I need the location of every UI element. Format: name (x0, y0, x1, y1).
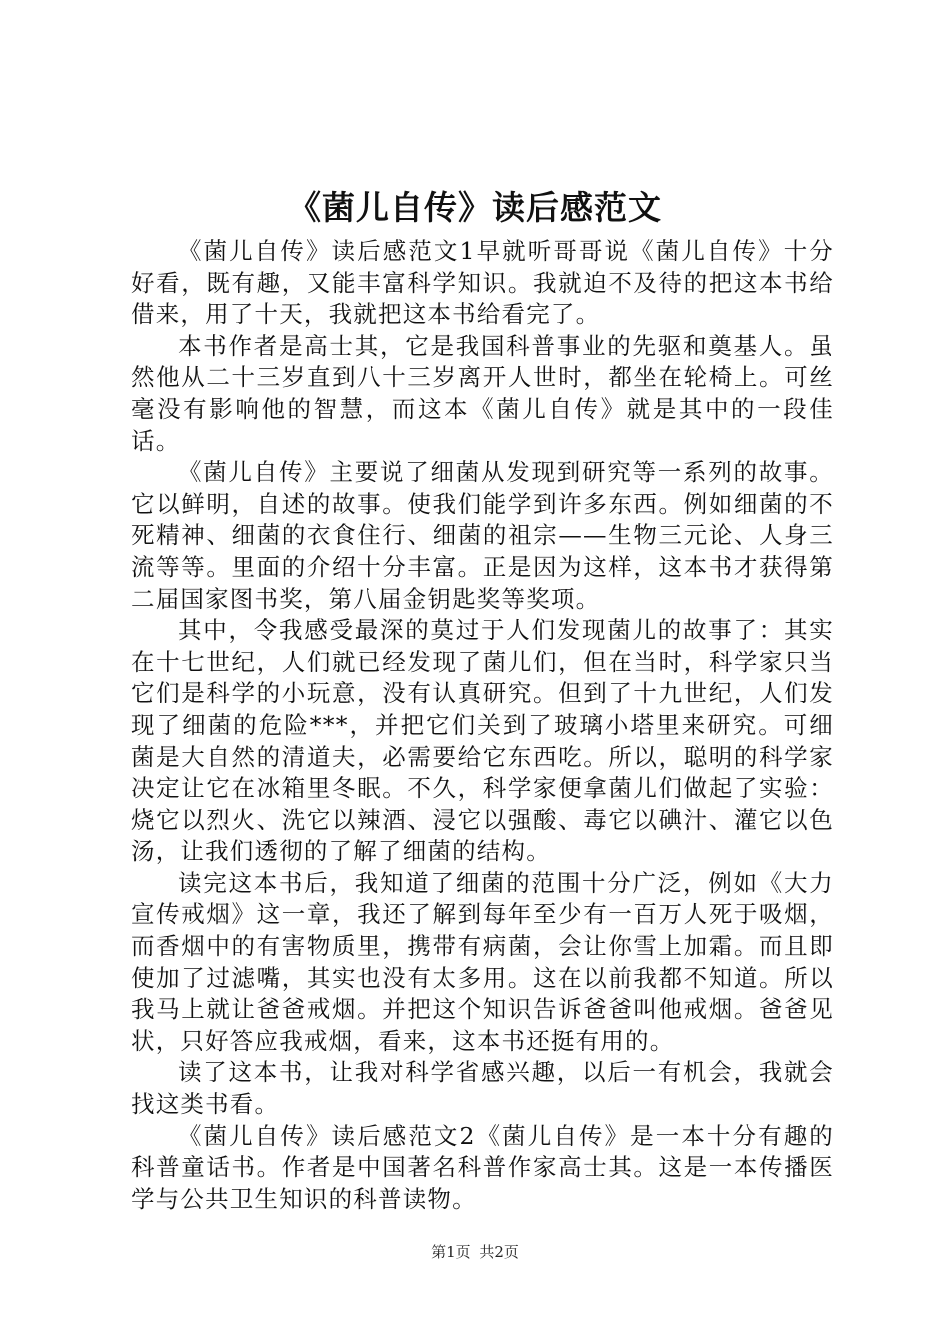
paragraph-5: 读完这本书后，我知道了细菌的范围十分广泛，例如《大力宣传戒烟》这一章，我还了解到每年至少有一百万人死于吸烟，而香烟中的有害物质里，携带有病菌，会让你雪上加霜。而且即使加了过滤嘴，其实也没有太多用。这在以前我都不知道。所以我马上就让爸爸戒烟。并把这个知识告诉爸爸叫他戒烟。爸爸见状，只好答应我戒烟，看来，这本书还挺有用的。 (131, 868, 834, 1055)
paragraph-6: 读了这本书，让我对科学省感兴趣，以后一有机会，我就会找这类书看。 (131, 1058, 834, 1119)
document-body (131, 236, 834, 1215)
document-title: 《菌儿自传》读后感范文 (288, 188, 662, 227)
page-total: 共2页 (479, 1243, 519, 1261)
page-number: 第1页 (431, 1243, 471, 1261)
paragraph-3: 《菌儿自传》主要说了细菌从发现到研究等一系列的故事。它以鲜明，自述的故事。使我们能学到许多东西。例如细菌的不死精神、细菌的衣食住行、细菌的祖宗——生物三元论、人身三流等等。里面的介绍十分丰富。正是因为这样，这本书才获得第二届国家图书奖，第八届金钥匙奖等奖项。 (131, 458, 834, 613)
paragraph-7: 《菌儿自传》读后感范文2《菌儿自传》是一本十分有趣的科普童话书。作者是中国著名科普作家高士其。这是一本传播医学与公共卫生知识的科普读物。 (131, 1121, 834, 1213)
paragraph-4: 其中，令我感受最深的莫过于人们发现菌儿的故事了：其实在十七世纪，人们就已经发现了菌儿们，但在当时，科学家只当它们是科学的小玩意，没有认真研究。但到了十九世纪，人们发现了细菌的危险***，并把它们关到了玻璃小塔里来研究。可细菌是大自然的清道夫，必需要给它东西吃。所以，聪明的科学家决定让它在冰箱里冬眠。不久，科学家便拿菌儿们做起了实验：烧它以烈火、洗它以辣酒、浸它以强酸、毒它以碘汁、灌它以色汤，让我们透彻的了解了细菌的结构。 (131, 616, 834, 866)
paragraph-1: 《菌儿自传》读后感范文1早就听哥哥说《菌儿自传》十分好看，既有趣，又能丰富科学知识。我就迫不及待的把这本书给借来，用了十天，我就把这本书给看完了。 (131, 237, 834, 329)
paragraph-2: 本书作者是高士其，它是我国科普事业的先驱和奠基人。虽然他从二十三岁直到八十三岁离开人世时，都坐在轮椅上。可丝毫没有影响他的智慧，而这本《菌儿自传》就是其中的一段佳话。 (131, 331, 834, 455)
page-footer (0, 1240, 950, 1264)
